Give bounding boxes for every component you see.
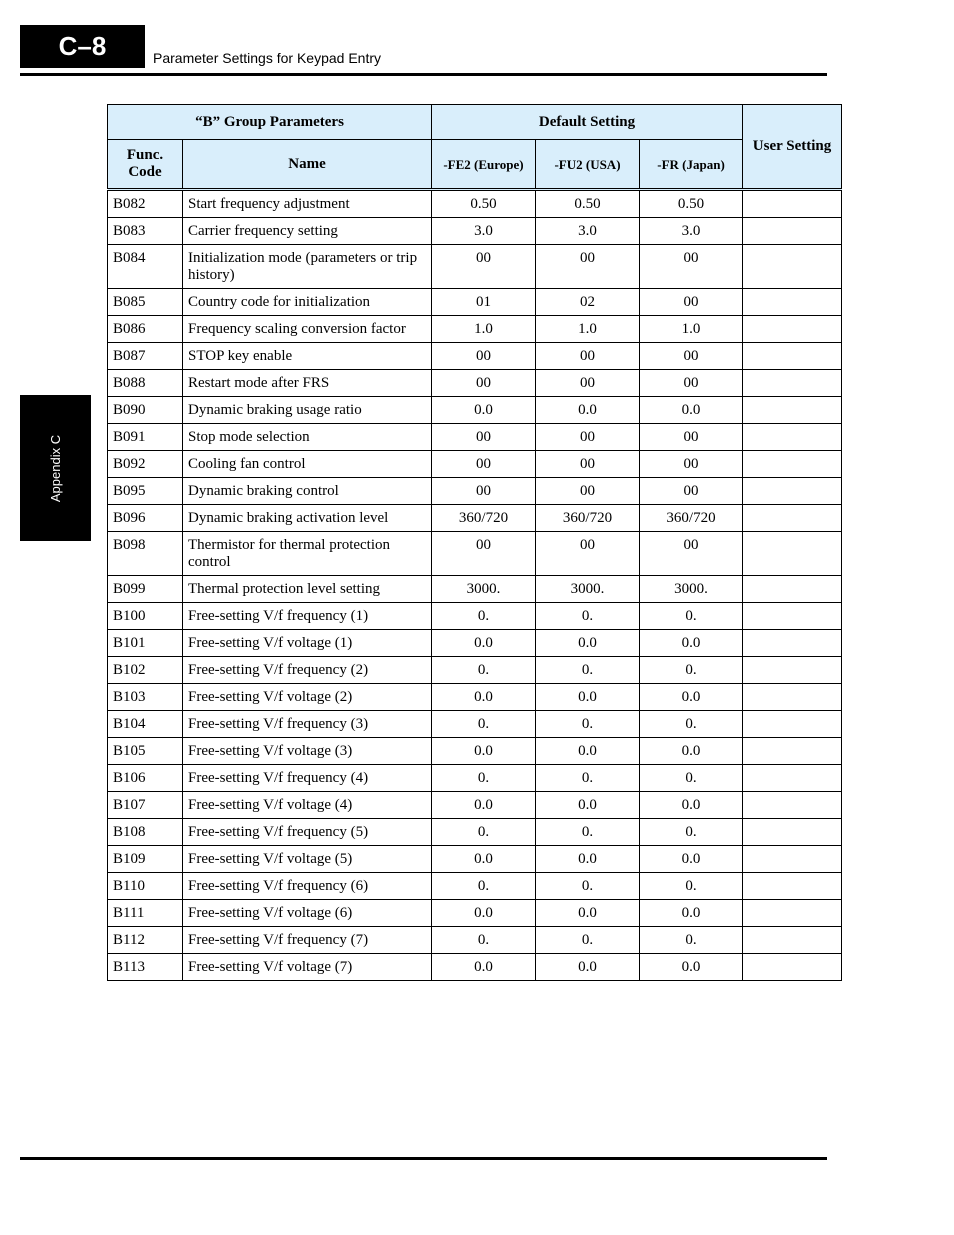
table-row	[108, 424, 842, 451]
fe2-value-cell: 0.	[432, 819, 536, 846]
col-fu2-usa: -FU2 (USA)	[536, 140, 640, 190]
table-row	[108, 289, 842, 316]
col-func-code: Func. Code	[108, 140, 183, 190]
user-setting-cell	[743, 316, 842, 343]
fu2-value-cell: 3000.	[536, 576, 640, 603]
name-cell: Free-setting V/f frequency (2)	[183, 657, 432, 684]
fe2-value-cell: 0.0	[432, 900, 536, 927]
func-code-cell: B109	[108, 846, 183, 873]
fr-value-cell: 0.0	[640, 846, 743, 873]
table-row	[108, 316, 842, 343]
fr-value-cell: 0.	[640, 711, 743, 738]
fe2-value-cell: 1.0	[432, 316, 536, 343]
fr-value-cell: 0.0	[640, 397, 743, 424]
name-cell: Country code for initialization	[183, 289, 432, 316]
func-code-cell: B101	[108, 630, 183, 657]
page-title: Parameter Settings for Keypad Entry	[153, 50, 381, 66]
fe2-value-cell: 00	[432, 478, 536, 505]
func-code-cell: B103	[108, 684, 183, 711]
fr-value-cell: 0.50	[640, 190, 743, 218]
fe2-value-cell: 0.0	[432, 846, 536, 873]
fr-value-cell: 00	[640, 289, 743, 316]
name-cell: Free-setting V/f voltage (7)	[183, 954, 432, 981]
fe2-value-cell: 0.0	[432, 630, 536, 657]
name-cell: Frequency scaling conversion factor	[183, 316, 432, 343]
name-cell: Free-setting V/f frequency (6)	[183, 873, 432, 900]
user-setting-cell	[743, 900, 842, 927]
table-row	[108, 711, 842, 738]
table-row	[108, 532, 842, 576]
func-code-cell: B088	[108, 370, 183, 397]
func-code-cell: B084	[108, 245, 183, 289]
fr-value-cell: 360/720	[640, 505, 743, 532]
table-row	[108, 478, 842, 505]
fu2-value-cell: 0.	[536, 927, 640, 954]
user-setting-cell	[743, 424, 842, 451]
fr-value-cell: 00	[640, 451, 743, 478]
user-setting-cell	[743, 954, 842, 981]
name-cell: Dynamic braking usage ratio	[183, 397, 432, 424]
name-cell: Cooling fan control	[183, 451, 432, 478]
table-row	[108, 684, 842, 711]
name-cell: Start frequency adjustment	[183, 190, 432, 218]
table-row	[108, 900, 842, 927]
func-code-cell: B085	[108, 289, 183, 316]
header-rule	[20, 73, 827, 76]
fu2-value-cell: 0.	[536, 873, 640, 900]
user-setting-cell	[743, 343, 842, 370]
user-setting-title: User Setting	[743, 105, 842, 190]
func-code-cell: B107	[108, 792, 183, 819]
func-code-cell: B108	[108, 819, 183, 846]
table-row	[108, 954, 842, 981]
name-cell: Free-setting V/f voltage (2)	[183, 684, 432, 711]
name-cell: STOP key enable	[183, 343, 432, 370]
name-cell: Initialization mode (parameters or trip history)	[183, 245, 432, 289]
func-code-cell: B112	[108, 927, 183, 954]
fr-value-cell: 0.0	[640, 954, 743, 981]
name-cell: Free-setting V/f voltage (1)	[183, 630, 432, 657]
table-row	[108, 738, 842, 765]
fe2-value-cell: 0.0	[432, 684, 536, 711]
user-setting-cell	[743, 576, 842, 603]
fr-value-cell: 00	[640, 245, 743, 289]
user-setting-cell	[743, 245, 842, 289]
fe2-value-cell: 0.50	[432, 190, 536, 218]
fe2-value-cell: 3000.	[432, 576, 536, 603]
fu2-value-cell: 00	[536, 343, 640, 370]
table-row	[108, 576, 842, 603]
func-code-cell: B091	[108, 424, 183, 451]
func-code-cell: B100	[108, 603, 183, 630]
func-code-cell: B106	[108, 765, 183, 792]
table-row	[108, 630, 842, 657]
fr-value-cell: 00	[640, 370, 743, 397]
page-number-tab	[20, 25, 145, 68]
fu2-value-cell: 360/720	[536, 505, 640, 532]
fu2-value-cell: 00	[536, 424, 640, 451]
func-code-cell: B095	[108, 478, 183, 505]
table-row	[108, 765, 842, 792]
header-row-columns	[108, 140, 842, 190]
func-code-cell: B096	[108, 505, 183, 532]
user-setting-cell	[743, 819, 842, 846]
func-code-cell: B113	[108, 954, 183, 981]
name-cell: Free-setting V/f frequency (7)	[183, 927, 432, 954]
func-code-cell: B086	[108, 316, 183, 343]
fr-value-cell: 00	[640, 424, 743, 451]
table-row	[108, 343, 842, 370]
table-row	[108, 397, 842, 424]
table-row	[108, 505, 842, 532]
name-cell: Free-setting V/f voltage (6)	[183, 900, 432, 927]
fe2-value-cell: 0.	[432, 711, 536, 738]
user-setting-cell	[743, 603, 842, 630]
fr-value-cell: 0.0	[640, 630, 743, 657]
fu2-value-cell: 00	[536, 451, 640, 478]
fu2-value-cell: 0.0	[536, 846, 640, 873]
fe2-value-cell: 00	[432, 424, 536, 451]
fr-value-cell: 0.0	[640, 684, 743, 711]
user-setting-cell	[743, 451, 842, 478]
user-setting-cell	[743, 711, 842, 738]
func-code-cell: B087	[108, 343, 183, 370]
fu2-value-cell: 0.	[536, 603, 640, 630]
fu2-value-cell: 0.	[536, 711, 640, 738]
user-setting-cell	[743, 927, 842, 954]
col-name: Name	[183, 140, 432, 190]
col-fr-japan: -FR (Japan)	[640, 140, 743, 190]
func-code-cell: B104	[108, 711, 183, 738]
user-setting-cell	[743, 738, 842, 765]
fu2-value-cell: 00	[536, 532, 640, 576]
fu2-value-cell: 00	[536, 245, 640, 289]
table-row	[108, 370, 842, 397]
user-setting-cell	[743, 505, 842, 532]
fr-value-cell: 0.	[640, 657, 743, 684]
group-title: “B” Group Parameters	[108, 105, 432, 140]
fe2-value-cell: 0.	[432, 927, 536, 954]
default-setting-title: Default Setting	[432, 105, 743, 140]
user-setting-cell	[743, 289, 842, 316]
fe2-value-cell: 00	[432, 370, 536, 397]
fu2-value-cell: 1.0	[536, 316, 640, 343]
fu2-value-cell: 0.0	[536, 630, 640, 657]
fe2-value-cell: 3.0	[432, 218, 536, 245]
table-row	[108, 218, 842, 245]
fr-value-cell: 1.0	[640, 316, 743, 343]
fe2-value-cell: 0.0	[432, 397, 536, 424]
fr-value-cell: 0.	[640, 603, 743, 630]
table-row	[108, 819, 842, 846]
fe2-value-cell: 0.	[432, 657, 536, 684]
fr-value-cell: 0.0	[640, 900, 743, 927]
fr-value-cell: 0.	[640, 927, 743, 954]
user-setting-cell	[743, 657, 842, 684]
fe2-value-cell: 0.0	[432, 738, 536, 765]
func-code-cell: B092	[108, 451, 183, 478]
table-row	[108, 245, 842, 289]
fe2-value-cell: 00	[432, 343, 536, 370]
func-code-cell: B082	[108, 190, 183, 218]
name-cell: Dynamic braking control	[183, 478, 432, 505]
user-setting-cell	[743, 630, 842, 657]
func-code-cell: B102	[108, 657, 183, 684]
appendix-side-tab	[20, 395, 91, 541]
name-cell: Thermistor for thermal protection control	[183, 532, 432, 576]
footer-rule	[20, 1157, 827, 1160]
func-code-cell: B110	[108, 873, 183, 900]
fe2-value-cell: 00	[432, 532, 536, 576]
fu2-value-cell: 0.	[536, 819, 640, 846]
name-cell: Dynamic braking activation level	[183, 505, 432, 532]
fr-value-cell: 3.0	[640, 218, 743, 245]
name-cell: Free-setting V/f frequency (3)	[183, 711, 432, 738]
func-code-cell: B083	[108, 218, 183, 245]
fu2-value-cell: 0.0	[536, 792, 640, 819]
user-setting-cell	[743, 370, 842, 397]
fr-value-cell: 0.	[640, 819, 743, 846]
fu2-value-cell: 0.50	[536, 190, 640, 218]
user-setting-cell	[743, 846, 842, 873]
fe2-value-cell: 0.	[432, 765, 536, 792]
page-number: C–8	[58, 31, 107, 61]
fu2-value-cell: 00	[536, 370, 640, 397]
func-code-cell: B098	[108, 532, 183, 576]
fu2-value-cell: 0.0	[536, 684, 640, 711]
table-row	[108, 190, 842, 218]
name-cell: Free-setting V/f voltage (4)	[183, 792, 432, 819]
fu2-value-cell: 3.0	[536, 218, 640, 245]
header-row-group	[108, 105, 842, 140]
fr-value-cell: 00	[640, 532, 743, 576]
table-row	[108, 451, 842, 478]
func-code-cell: B099	[108, 576, 183, 603]
user-setting-cell	[743, 684, 842, 711]
fu2-value-cell: 0.0	[536, 954, 640, 981]
func-code-cell: B111	[108, 900, 183, 927]
user-setting-cell	[743, 190, 842, 218]
name-cell: Stop mode selection	[183, 424, 432, 451]
table-row	[108, 657, 842, 684]
col-fe2-europe: -FE2 (Europe)	[432, 140, 536, 190]
func-code-cell: B090	[108, 397, 183, 424]
name-cell: Thermal protection level setting	[183, 576, 432, 603]
appendix-label: Appendix C	[48, 434, 63, 502]
fe2-value-cell: 00	[432, 245, 536, 289]
user-setting-cell	[743, 478, 842, 505]
fe2-value-cell: 00	[432, 451, 536, 478]
fr-value-cell: 3000.	[640, 576, 743, 603]
name-cell: Free-setting V/f voltage (5)	[183, 846, 432, 873]
fr-value-cell: 0.	[640, 765, 743, 792]
user-setting-cell	[743, 765, 842, 792]
table-row	[108, 792, 842, 819]
parameter-table	[107, 104, 842, 981]
fu2-value-cell: 02	[536, 289, 640, 316]
name-cell: Free-setting V/f frequency (1)	[183, 603, 432, 630]
fr-value-cell: 0.0	[640, 792, 743, 819]
fu2-value-cell: 0.0	[536, 738, 640, 765]
fu2-value-cell: 00	[536, 478, 640, 505]
fr-value-cell: 00	[640, 343, 743, 370]
fe2-value-cell: 01	[432, 289, 536, 316]
user-setting-cell	[743, 218, 842, 245]
fr-value-cell: 00	[640, 478, 743, 505]
user-setting-cell	[743, 873, 842, 900]
name-cell: Free-setting V/f frequency (5)	[183, 819, 432, 846]
table-row	[108, 603, 842, 630]
name-cell: Free-setting V/f voltage (3)	[183, 738, 432, 765]
fu2-value-cell: 0.	[536, 657, 640, 684]
name-cell: Restart mode after FRS	[183, 370, 432, 397]
fe2-value-cell: 360/720	[432, 505, 536, 532]
name-cell: Carrier frequency setting	[183, 218, 432, 245]
user-setting-cell	[743, 792, 842, 819]
user-setting-cell	[743, 397, 842, 424]
table-row	[108, 873, 842, 900]
user-setting-cell	[743, 532, 842, 576]
fu2-value-cell: 0.	[536, 765, 640, 792]
fe2-value-cell: 0.	[432, 603, 536, 630]
fe2-value-cell: 0.	[432, 873, 536, 900]
name-cell: Free-setting V/f frequency (4)	[183, 765, 432, 792]
fr-value-cell: 0.0	[640, 738, 743, 765]
fu2-value-cell: 0.0	[536, 397, 640, 424]
table-row	[108, 927, 842, 954]
func-code-cell: B105	[108, 738, 183, 765]
fe2-value-cell: 0.0	[432, 792, 536, 819]
fe2-value-cell: 0.0	[432, 954, 536, 981]
table-row	[108, 846, 842, 873]
fr-value-cell: 0.	[640, 873, 743, 900]
fu2-value-cell: 0.0	[536, 900, 640, 927]
